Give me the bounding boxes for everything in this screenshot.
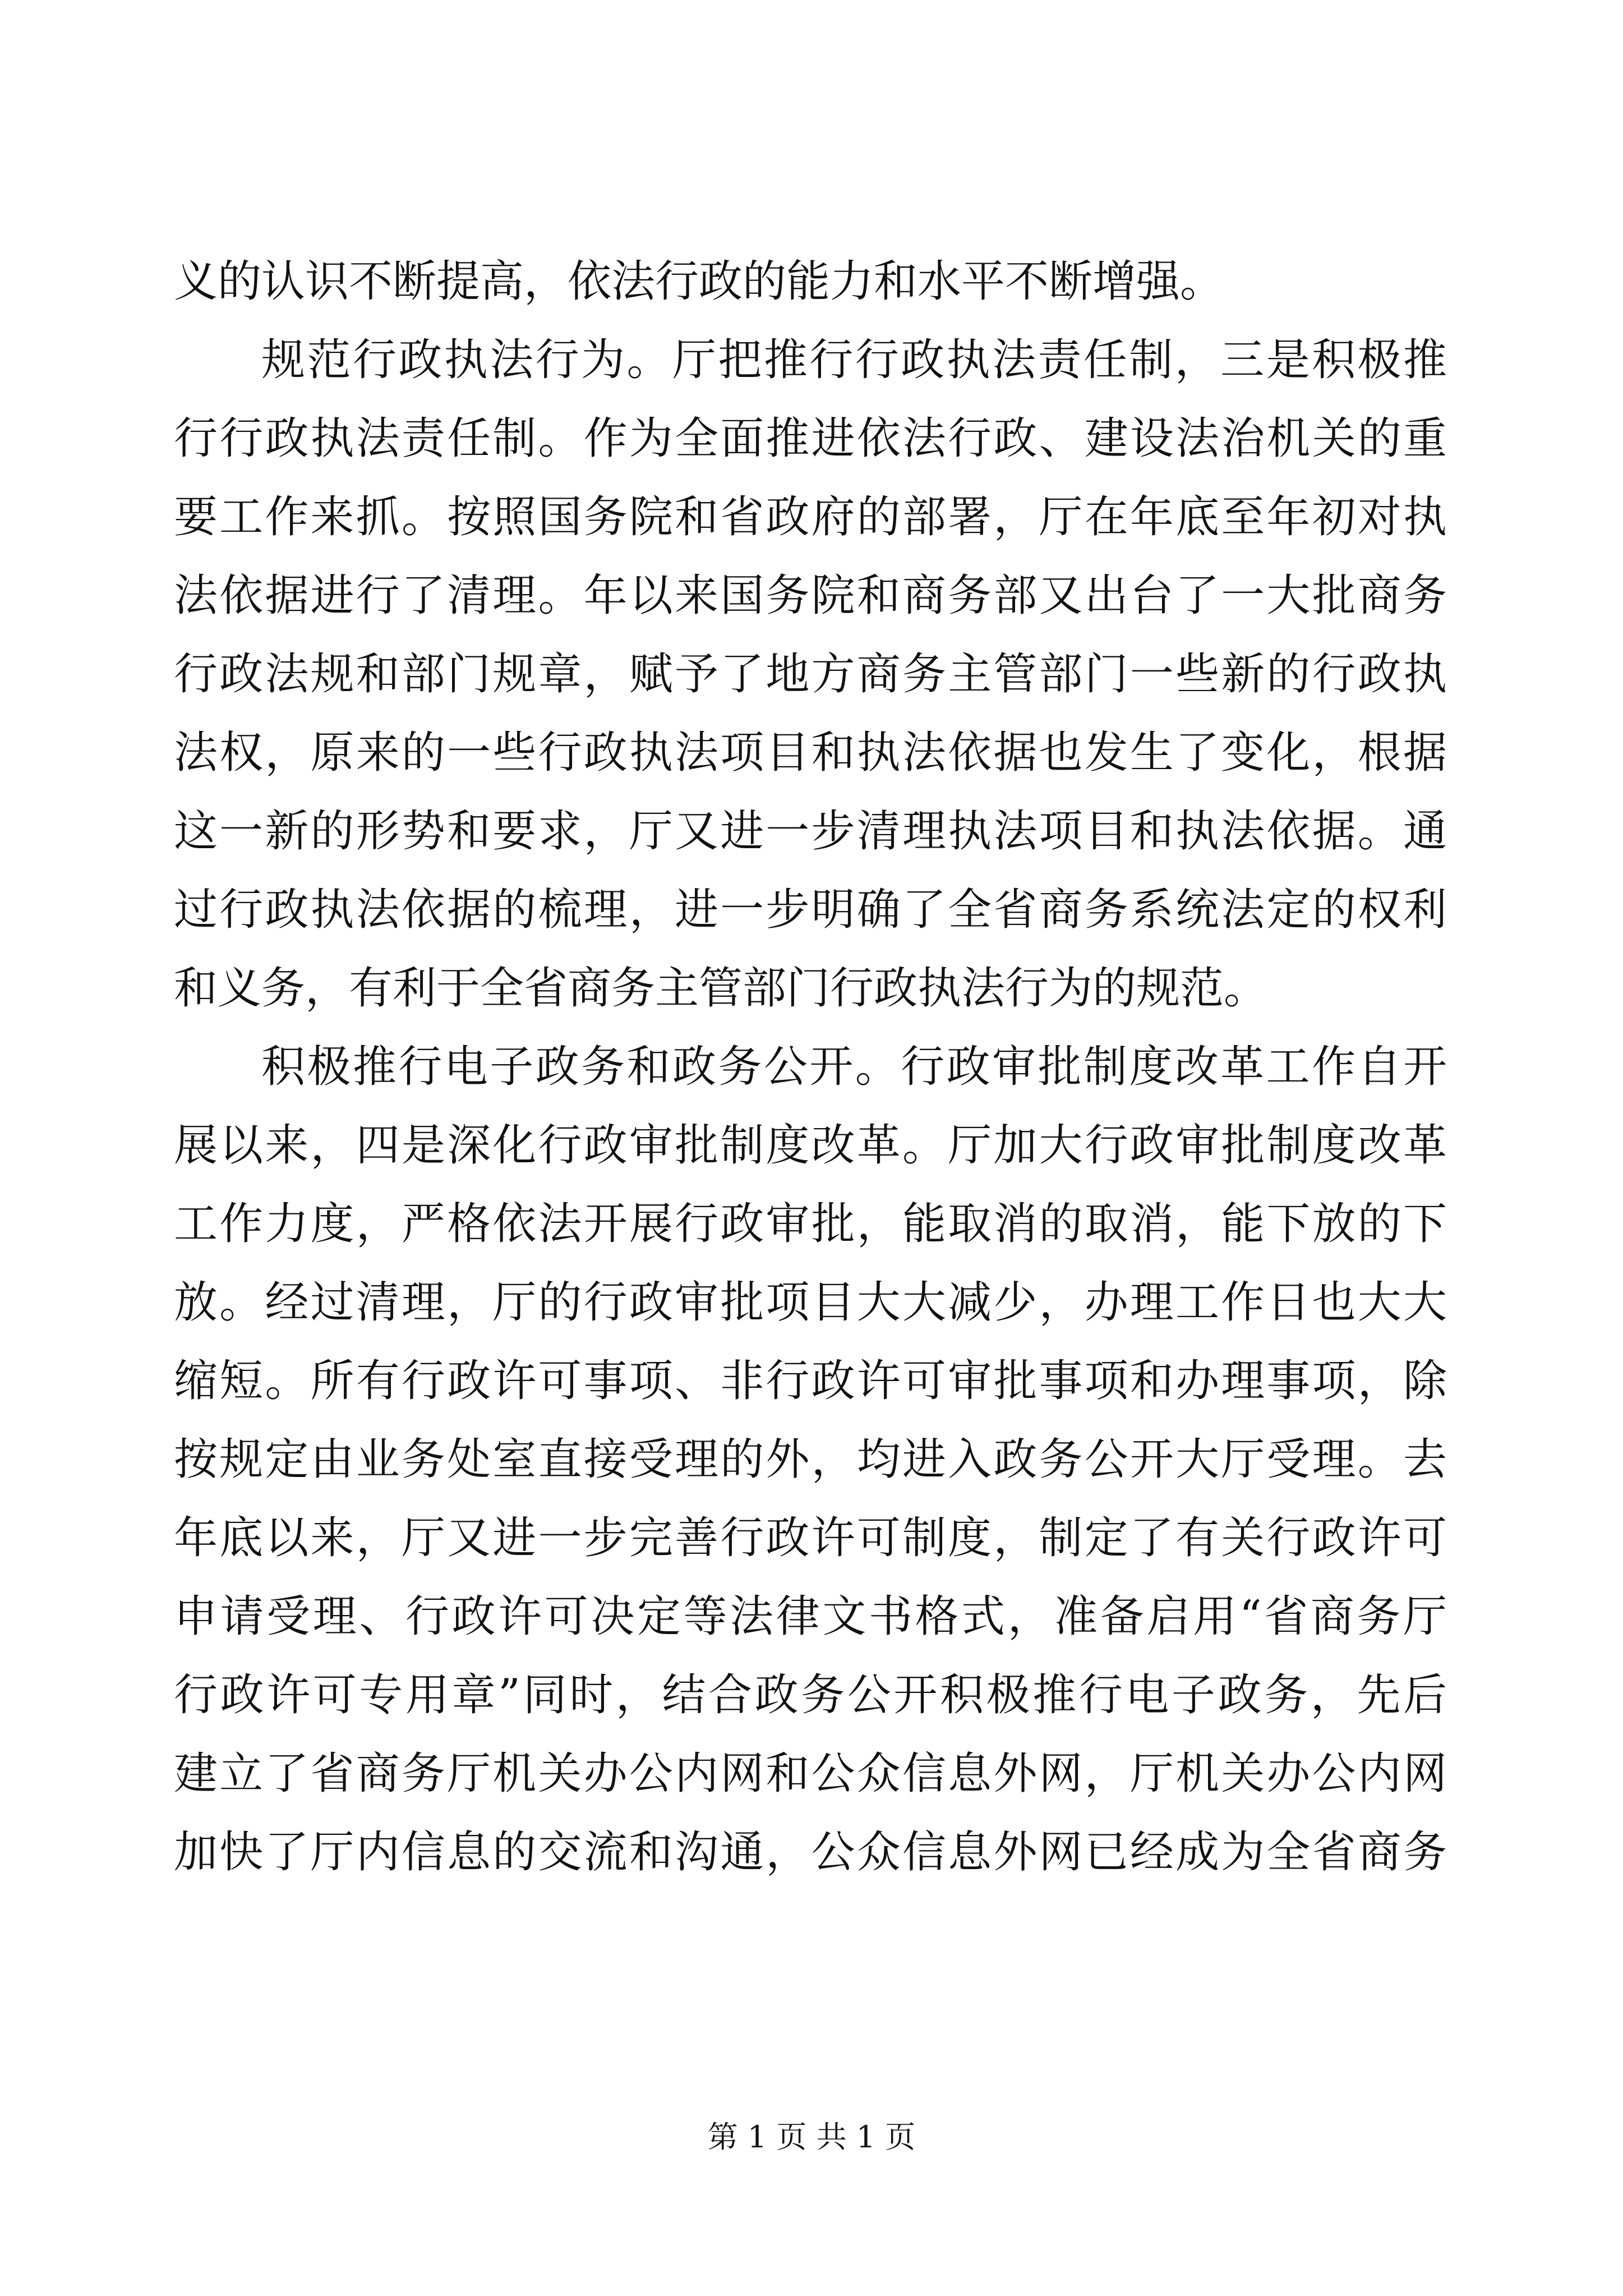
text-line: 展以来，四是深化行政审批制度改革。厅加大行政审批制度改革 bbox=[174, 1120, 1447, 1171]
text-line: 放。经过清理，厅的行政审批项目大大减少，办理工作日也大大 bbox=[174, 1277, 1447, 1328]
body-text bbox=[174, 242, 1447, 1892]
text-line: 缩短。所有行政许可事项、非行政许可审批事项和办理事项，除 bbox=[174, 1356, 1447, 1406]
text-line: 和义务，有利于全省商务主管部门行政执法行为的规范。 bbox=[174, 963, 1268, 1014]
text-line: 行行政执法责任制。作为全面推进依法行政、建设法治机关的重 bbox=[174, 413, 1447, 464]
text-line: 按规定由业务处室直接受理的外，均进入政务公开大厅受理。去 bbox=[174, 1434, 1447, 1485]
paragraph-start-line: 积极推行电子政务和政务公开。行政审批制度改革工作自开 bbox=[261, 1042, 1447, 1092]
text-line: 年底以来，厅又进一步完善行政许可制度，制定了有关行政许可 bbox=[174, 1513, 1447, 1563]
paragraph-start-line: 规范行政执法行为。厅把推行行政执法责任制，三是积极推 bbox=[261, 335, 1447, 385]
text-line: 要工作来抓。按照国务院和省政府的部署，厅在年底至年初对执 bbox=[174, 492, 1447, 542]
text-line: 行政许可专用章”同时，结合政务公开积极推行电子政务，先后 bbox=[174, 1670, 1447, 1720]
text-line: 申请受理、行政许可决定等法律文书格式，准备启用“省商务厅 bbox=[174, 1591, 1447, 1642]
text-line: 行政法规和部门规章，赋予了地方商务主管部门一些新的行政执 bbox=[174, 649, 1447, 700]
text-line: 法权，原来的一些行政执法项目和执法依据也发生了变化，根据 bbox=[174, 728, 1447, 778]
page-number-footer: 第 1 页 共 1 页 bbox=[707, 2119, 916, 2155]
text-line: 这一新的形势和要求，厅又进一步清理执法项目和执法依据。通 bbox=[174, 806, 1447, 857]
text-line: 工作力度，严格依法开展行政审批，能取消的取消，能下放的下 bbox=[174, 1199, 1447, 1249]
text-line: 义的认识不断提高，依法行政的能力和水平不断增强。 bbox=[174, 256, 1224, 307]
text-line: 法依据进行了清理。年以来国务院和商务部又出台了一大批商务 bbox=[174, 570, 1447, 621]
text-line: 加快了厅内信息的交流和沟通，公众信息外网已经成为全省商务 bbox=[174, 1827, 1447, 1878]
text-line: 过行政执法依据的梳理，进一步明确了全省商务系统法定的权利 bbox=[174, 885, 1447, 935]
text-line: 建立了省商务厅机关办公内网和公众信息外网，厅机关办公内网 bbox=[174, 1749, 1447, 1799]
